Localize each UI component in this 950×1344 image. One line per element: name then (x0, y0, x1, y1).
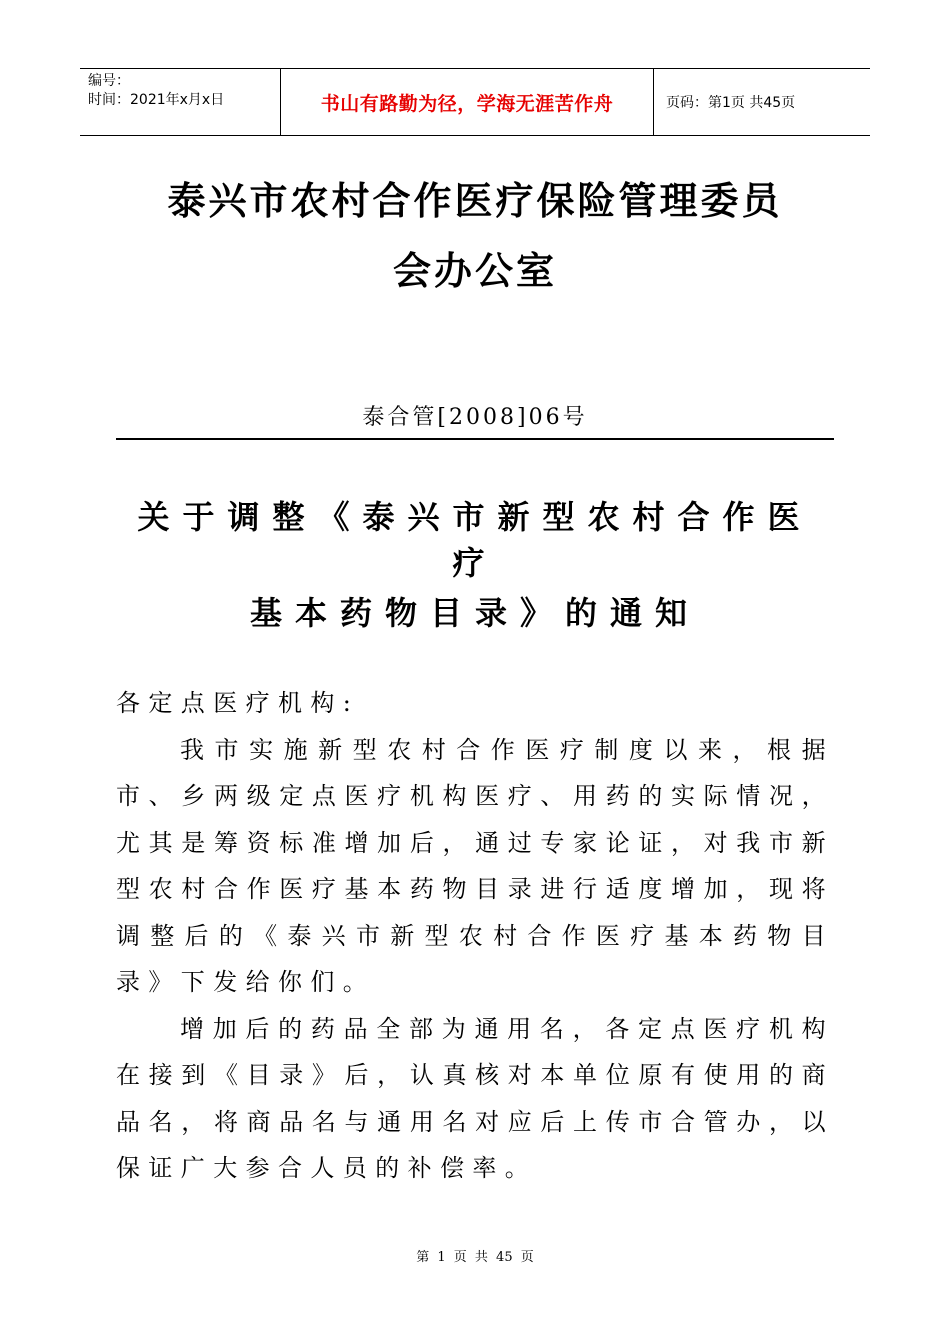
agency-title (0, 166, 950, 306)
document-header (80, 68, 870, 136)
header-motto: 书山有路勤为径，学海无涯苦作舟 (281, 69, 654, 135)
notice-title-line2: 基本药物目录》的通知 (249, 594, 700, 632)
body-paragraph-2: 增加后的药品全部为通用名，各定点医疗机构在接到《目录》后，认真核对本单位原有使用的商品名，将商品名与通用名对应后上传市合管办，以保证广大参合人员的补偿率。 (116, 1014, 834, 1182)
header-number-label: 编号： (88, 73, 130, 89)
document-number: 泰合管[2008]06号 (362, 405, 588, 430)
salutation: 各定点医疗机构: (116, 689, 360, 717)
agency-title-line1: 泰兴市农村合作医疗保险管理委员 (167, 179, 783, 223)
notice-body (116, 680, 834, 1192)
notice-title-line1: 关于调整《泰兴市新型农村合作医疗 (137, 498, 813, 582)
page-footer: 第 1 页 共 45 页 (416, 1250, 534, 1265)
agency-title-line2: 会办公室 (392, 249, 557, 293)
header-meta (80, 69, 281, 135)
header-page-info: 页码：第1页 共45页 (666, 95, 796, 111)
notice-title (116, 494, 834, 636)
header-time-label: 时间：2021年x月x日 (88, 92, 225, 108)
body-paragraph-1: 我市实施新型农村合作医疗制度以来，根据市、乡两级定点医疗机构医疗、用药的实际情况，尤其是筹资标准增加后，通过专家论证，对我市新型农村合作医疗基本药物目录进行适度增加，现将调整后的《泰兴市新型农村合作医疗基本药物目录》下发给你们。 (116, 735, 834, 996)
red-header-rule (116, 438, 834, 440)
